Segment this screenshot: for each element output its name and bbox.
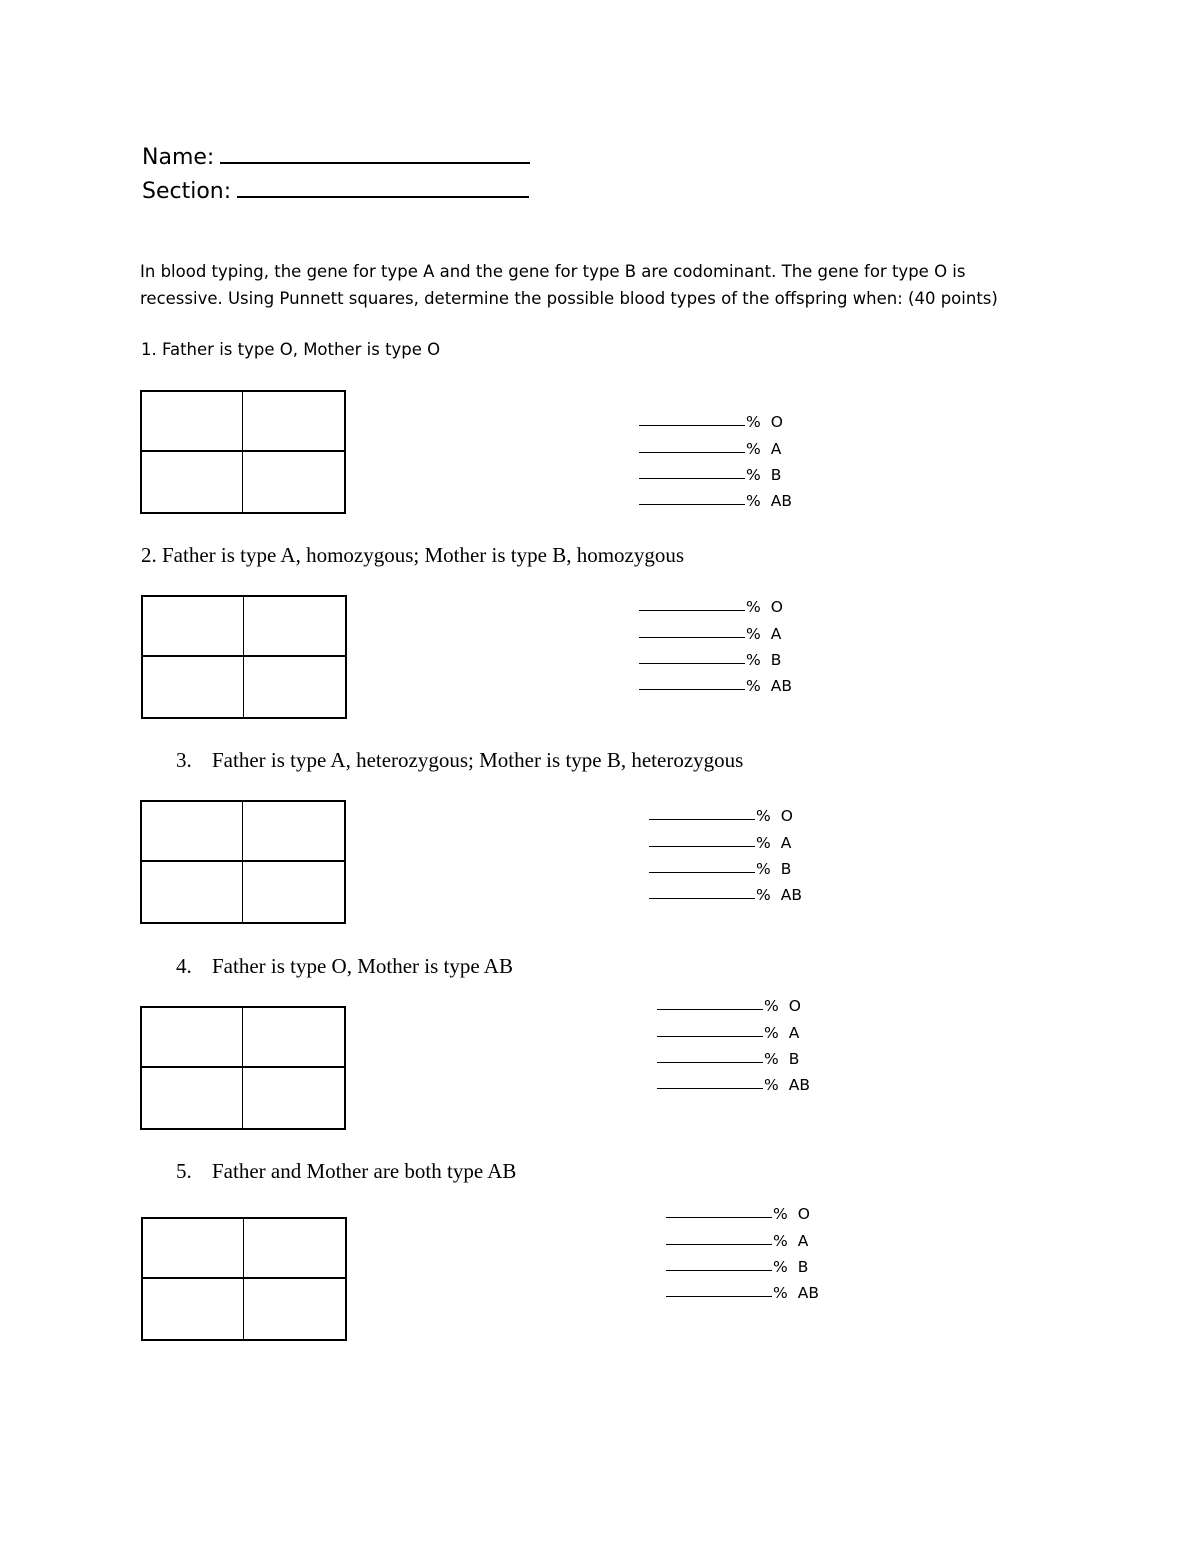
punnett-cell[interactable] xyxy=(142,802,243,862)
punnett-cell[interactable] xyxy=(143,1279,244,1339)
answer-row-a xyxy=(639,431,792,457)
punnett-cell[interactable] xyxy=(142,1068,243,1128)
punnett-square-1 xyxy=(140,390,346,514)
blood-type-label: A xyxy=(797,1231,809,1250)
answer-blank[interactable] xyxy=(666,1270,772,1271)
punnett-cell[interactable] xyxy=(143,657,244,717)
percent-sign: % xyxy=(746,598,761,617)
punnett-cell[interactable] xyxy=(243,452,344,512)
percent-sign: % xyxy=(756,807,771,826)
answer-blank[interactable] xyxy=(649,846,755,847)
punnett-square-2 xyxy=(141,595,347,719)
question-2-text: Father is type A, homozygous; Mother is type B, homozygous xyxy=(162,543,685,567)
punnett-cell[interactable] xyxy=(243,862,344,922)
answers-4 xyxy=(657,989,810,1094)
question-1-number: 1. xyxy=(141,340,157,359)
answers-3 xyxy=(649,799,802,904)
punnett-cell[interactable] xyxy=(142,452,243,512)
section-blank[interactable] xyxy=(237,178,529,198)
percent-sign: % xyxy=(746,492,761,511)
question-1-text: Father is type O, Mother is type O xyxy=(162,340,441,359)
blood-type-label: O xyxy=(770,598,783,617)
answer-row-o xyxy=(657,989,810,1015)
answer-blank[interactable] xyxy=(649,898,755,899)
blood-type-label: AB xyxy=(770,677,792,696)
blood-type-label: A xyxy=(788,1023,800,1042)
blood-type-label: O xyxy=(788,997,801,1016)
punnett-cell[interactable] xyxy=(143,597,244,657)
answer-row-ab xyxy=(666,1276,819,1302)
blood-type-label: O xyxy=(780,807,793,826)
punnett-cell[interactable] xyxy=(142,392,243,452)
blood-type-label: B xyxy=(770,465,782,484)
answer-row-b xyxy=(639,643,792,669)
question-4-text: Father is type O, Mother is type AB xyxy=(212,954,513,978)
name-row xyxy=(142,144,530,170)
answer-blank[interactable] xyxy=(666,1217,772,1218)
answer-row-b xyxy=(639,458,792,484)
section-row xyxy=(142,178,529,204)
instructions xyxy=(140,258,1080,312)
answer-row-b xyxy=(666,1250,819,1276)
answer-row-ab xyxy=(657,1068,810,1094)
section-label: Section: xyxy=(142,179,232,204)
answers-1 xyxy=(639,405,792,510)
answer-blank[interactable] xyxy=(639,425,745,426)
percent-sign: % xyxy=(746,439,761,458)
percent-sign: % xyxy=(746,650,761,669)
percent-sign: % xyxy=(756,886,771,905)
punnett-cell[interactable] xyxy=(243,1068,344,1128)
punnett-square-5 xyxy=(141,1217,347,1341)
punnett-cell[interactable] xyxy=(244,1279,345,1339)
name-blank[interactable] xyxy=(220,144,530,164)
blood-type-label: A xyxy=(770,439,782,458)
answer-row-b xyxy=(657,1042,810,1068)
answer-blank[interactable] xyxy=(639,452,745,453)
punnett-square-3 xyxy=(140,800,346,924)
percent-sign: % xyxy=(764,997,779,1016)
percent-sign: % xyxy=(773,1205,788,1224)
answer-row-ab xyxy=(639,669,792,695)
answer-row-a xyxy=(666,1223,819,1249)
answer-row-a xyxy=(639,616,792,642)
answer-row-b xyxy=(649,852,802,878)
blood-type-label: O xyxy=(797,1205,810,1224)
percent-sign: % xyxy=(746,677,761,696)
blood-type-label: B xyxy=(770,650,782,669)
punnett-cell[interactable] xyxy=(243,802,344,862)
punnett-cell[interactable] xyxy=(142,1008,243,1068)
answer-blank[interactable] xyxy=(639,478,745,479)
question-3-text: Father is type A, heterozygous; Mother is type B, heterozygous xyxy=(212,748,744,772)
punnett-cell[interactable] xyxy=(143,1219,244,1279)
answers-2 xyxy=(639,590,792,695)
answer-blank[interactable] xyxy=(639,610,745,611)
answer-row-ab xyxy=(649,878,802,904)
percent-sign: % xyxy=(764,1023,779,1042)
percent-sign: % xyxy=(773,1231,788,1250)
question-2-number: 2. xyxy=(141,543,157,567)
answer-row-o xyxy=(639,590,792,616)
answer-blank[interactable] xyxy=(639,689,745,690)
percent-sign: % xyxy=(756,833,771,852)
answer-blank[interactable] xyxy=(666,1244,772,1245)
answer-row-a xyxy=(649,825,802,851)
blood-type-label: AB xyxy=(770,492,792,511)
answer-blank[interactable] xyxy=(639,637,745,638)
blood-type-label: A xyxy=(770,624,782,643)
percent-sign: % xyxy=(746,465,761,484)
answer-row-o xyxy=(666,1197,819,1223)
blood-type-label: AB xyxy=(797,1284,819,1303)
question-3-number: 3. xyxy=(176,748,192,772)
punnett-cell[interactable] xyxy=(244,597,345,657)
question-5-text: Father and Mother are both type AB xyxy=(212,1159,517,1183)
percent-sign: % xyxy=(764,1049,779,1068)
percent-sign: % xyxy=(746,413,761,432)
question-5 xyxy=(176,1159,516,1184)
blood-type-label: AB xyxy=(780,886,802,905)
answer-row-a xyxy=(657,1015,810,1041)
blood-type-label: B xyxy=(788,1049,800,1068)
answer-blank[interactable] xyxy=(657,1062,763,1063)
name-label: Name: xyxy=(142,145,215,170)
punnett-square-4 xyxy=(140,1006,346,1130)
blood-type-label: O xyxy=(770,413,783,432)
answer-row-o xyxy=(639,405,792,431)
question-2 xyxy=(141,543,684,568)
question-3 xyxy=(176,748,743,773)
answer-blank[interactable] xyxy=(649,872,755,873)
question-5-number: 5. xyxy=(176,1159,192,1183)
blood-type-label: B xyxy=(797,1257,809,1276)
punnett-cell[interactable] xyxy=(244,657,345,717)
percent-sign: % xyxy=(773,1284,788,1303)
percent-sign: % xyxy=(756,859,771,878)
answer-blank[interactable] xyxy=(639,504,745,505)
punnett-cell[interactable] xyxy=(142,862,243,922)
answer-blank[interactable] xyxy=(657,1036,763,1037)
answers-5 xyxy=(666,1197,819,1302)
punnett-cell[interactable] xyxy=(243,1008,344,1068)
instructions-line-1: In blood typing, the gene for type A and the gene for type B are codominant. The gene for type O is xyxy=(140,262,966,281)
percent-sign: % xyxy=(764,1076,779,1095)
answer-blank[interactable] xyxy=(666,1296,772,1297)
percent-sign: % xyxy=(773,1257,788,1276)
answer-row-o xyxy=(649,799,802,825)
blood-type-label: AB xyxy=(788,1076,810,1095)
punnett-cell[interactable] xyxy=(244,1219,345,1279)
question-1 xyxy=(141,340,440,359)
answer-blank[interactable] xyxy=(657,1088,763,1089)
blood-type-label: A xyxy=(780,833,792,852)
instructions-line-2: recessive. Using Punnett squares, determine the possible blood types of the offspring when: (40 points) xyxy=(140,289,998,308)
blood-type-label: B xyxy=(780,859,792,878)
percent-sign: % xyxy=(746,624,761,643)
punnett-cell[interactable] xyxy=(243,392,344,452)
question-4-number: 4. xyxy=(176,954,192,978)
answer-blank[interactable] xyxy=(639,663,745,664)
answer-blank[interactable] xyxy=(649,819,755,820)
answer-row-ab xyxy=(639,484,792,510)
question-4 xyxy=(176,954,513,979)
answer-blank[interactable] xyxy=(657,1009,763,1010)
